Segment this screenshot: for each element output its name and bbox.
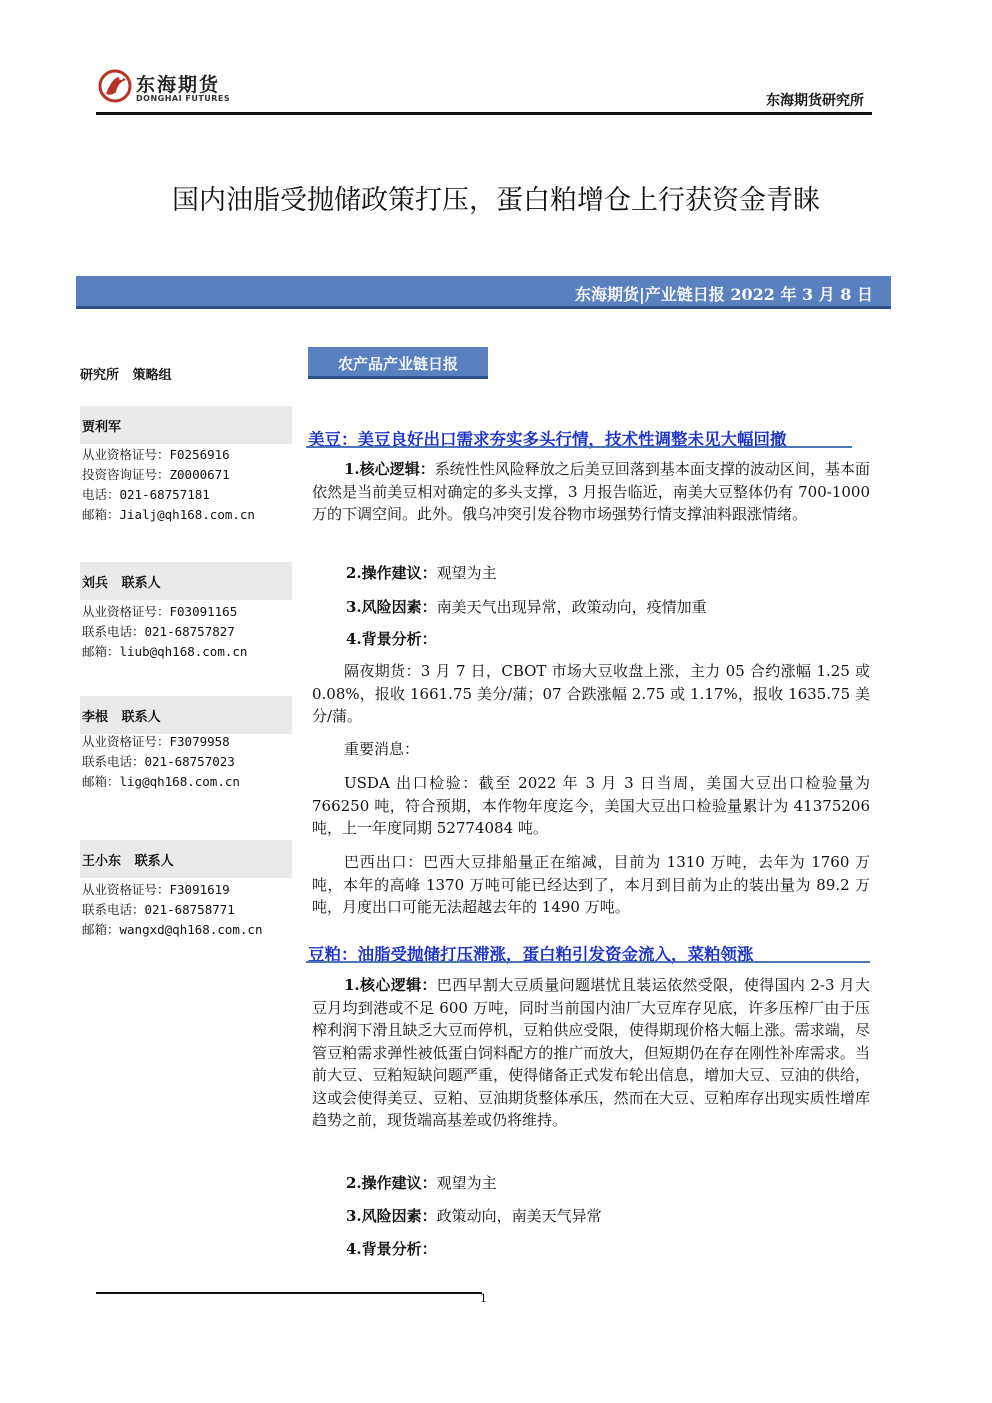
contact-detail: 联系电话：021-68757827 [82,624,235,639]
soybean-brazil: 巴西出口：巴西大豆排船量正在缩减，目前为 1310 万吨，去年为 1760 万吨，本年的高峰 1370 万吨可能已经达到了，本月到目前为止的装出量为 89.2 万吨，月度出口可能无法超越去年的 1490 万吨。 [312,853,870,916]
logo-english-name: DONGHAI FUTURES [136,94,231,103]
company-logo [96,64,236,110]
header-divider [96,112,872,115]
risk-text: 政策动向，南美天气异常 [436,1207,602,1225]
advice-text: 观望为主 [436,1174,497,1192]
logo-chinese-name: 东海期货 [136,74,221,96]
soybean-heading: 美豆：美豆良好出口需求夯实多头行情，技术性调整未见大幅回撤 [308,430,787,449]
soybean-background-label: 4.背景分析： [346,630,437,648]
header-org-name: 东海期货研究所 [766,93,864,109]
page-number: 1 [480,1292,487,1305]
contact-detail: 从业资格证号：F0256916 [82,447,230,462]
soybean-core-logic [312,458,870,526]
contact-detail: 从业资格证号：F3079958 [82,734,230,749]
contact-detail: 投资咨询证号：Z0000671 [82,467,230,482]
risk-label: 3.风险因素： [346,1207,437,1225]
soymeal-risk [346,1205,602,1226]
contact-detail: 联系电话：021-68757023 [82,754,235,769]
soymeal-background-label: 4.背景分析： [346,1240,437,1258]
advice-label: 2.操作建议： [346,564,437,582]
core-logic-label: 1.核心逻辑： [344,460,435,478]
advice-text: 观望为主 [436,564,497,582]
soybean-advice [346,562,497,583]
soybean-overnight: 隔夜期货：3 月 7 日，CBOT 市场大豆收盘上涨，主力 05 合约涨幅 1.25 或 0.08%，报收 1661.75 美分/蒲；07 合跌涨幅 2.75 或 1.17%，报收 1635.75 美分/蒲。 [312,662,870,725]
soymeal-core-logic [312,974,870,1132]
advice-label: 2.操作建议： [346,1174,437,1192]
section-tag [308,347,488,379]
report-title: 国内油脂受抛储政策打压，蛋白粕增仓上行获资金青睐 [172,185,820,216]
risk-text: 南美天气出现异常，政策动向，疫情加重 [436,598,707,616]
contact-detail: 从业资格证号：F03091165 [82,604,238,619]
contact-detail: 邮箱：liub@qh168.com.cn [82,644,248,659]
section-tag-label: 农产品产业链日报 [337,355,458,373]
soybean-heading-rule [306,446,852,448]
risk-label: 3.风险因素： [346,598,437,616]
core-logic-text: 系统性性风险释放之后美豆回落到基本面支撑的波动区间，基本面依然是当前美豆相对确定的多头支撑，3 月报告临近，南美大豆整体仍有 700-1000 万的下调空间。此外。俄乌冲突引发谷物市场强势行情支撑油料跟涨情绪。 [312,460,870,523]
contact-name: 刘兵 联系人 [82,576,161,591]
core-logic-text: 巴西早割大豆质量问题堪忧且装运依然受限，使得国内 2-3 月大豆月均到港或不足 600 万吨，同时当前国内油厂大豆库存见底，许多压榨厂由于压榨利润下滑且缺乏大豆而停机，豆粕供应受限，使得期现价格大幅上涨。需求端，尽管豆粕需求弹性被低蛋白饲料配方的推广而放大，但短期仍在存在刚性补库需求。当前大豆、豆粕短缺问题严重，使得储备正式发布轮出信息，增加大豆、豆油的供给，这或会使得美豆、豆粕、豆油期货整体承压，然而在大豆、豆粕库存出现实质性增库趋势之前，现货端高基差或仍将维持。 [312,976,870,1129]
soymeal-heading: 豆粕：油脂受抛储打压滞涨，蛋白粕引发资金流入，菜粕领涨 [308,945,754,964]
core-logic-label: 1.核心逻辑： [344,976,437,994]
contact-detail: 邮箱：Jialj@qh168.com.cn [82,507,255,522]
contact-detail: 从业资格证号：F3091619 [82,882,230,897]
contact-detail: 邮箱：lig@qh168.com.cn [82,774,240,789]
contact-detail: 邮箱：wangxd@qh168.com.cn [82,922,263,937]
soymeal-heading-rule [306,961,870,963]
contact-detail: 联系电话：021-68758771 [82,902,235,917]
contact-detail: 电话：021-68757181 [82,487,210,502]
soybean-news-label: 重要消息： [344,740,420,758]
contact-name: 王小东 联系人 [82,854,174,869]
contact-name: 贾利军 [82,420,122,435]
sidebar-section-title: 研究所 策略组 [80,368,172,383]
date-banner [76,276,891,309]
soymeal-advice [346,1172,497,1193]
soybean-risk [346,596,707,617]
footer-divider [96,1292,482,1294]
banner-text: 东海期货|产业链日报 2022 年 3 月 8 日 [574,285,873,304]
contact-name: 李根 联系人 [82,710,161,725]
soybean-usda: USDA 出口检验：截至 2022 年 3 月 3 日当周，美国大豆出口检验量为 766250 吨，符合预期，本作物年度迄今，美国大豆出口检验量累计为 41375206 吨，上一年度同期 52774084 吨。 [312,774,870,837]
dragon-logo-icon [96,64,134,108]
